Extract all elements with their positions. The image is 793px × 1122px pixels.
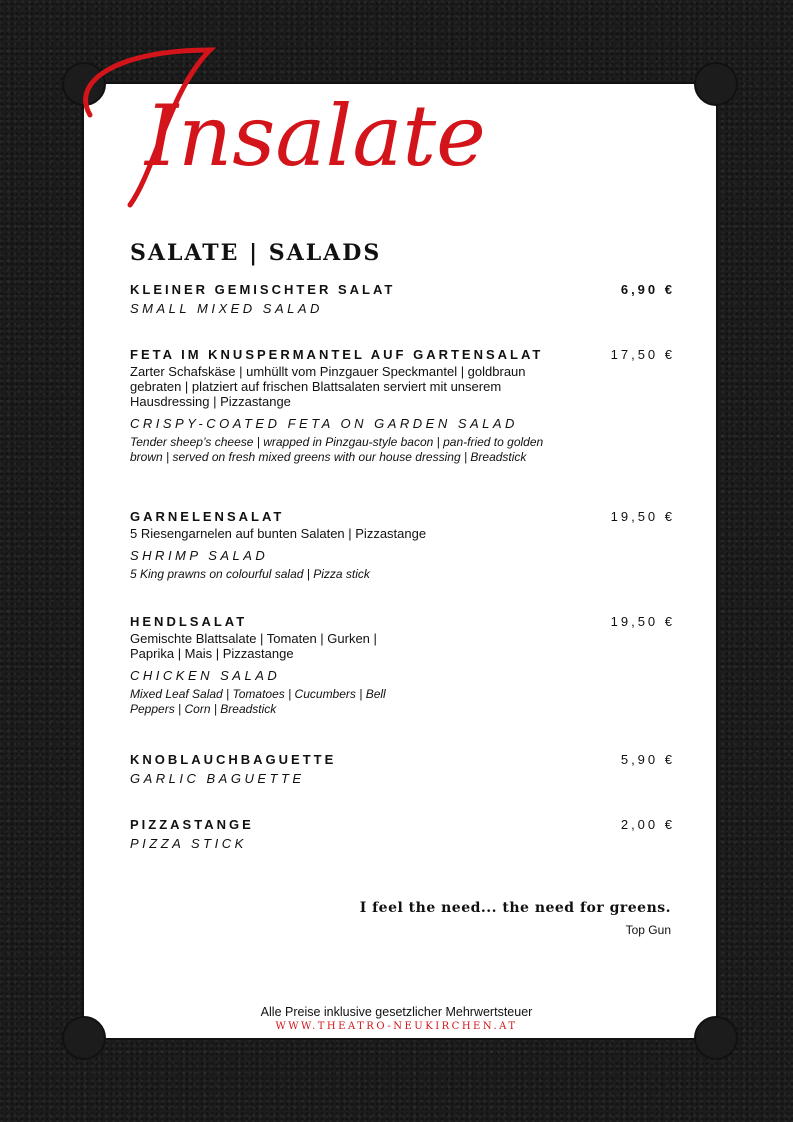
menu-item: [130, 282, 675, 316]
item-name-en: GARLIC BAGUETTE: [130, 771, 305, 786]
item-price: 19,50 €: [610, 509, 675, 524]
item-name: KLEINER GEMISCHTER SALAT: [130, 282, 396, 297]
item-name: PIZZASTANGE: [130, 817, 254, 832]
item-price: 2,00 €: [620, 817, 675, 832]
item-name-en: CHICKEN SALAD: [130, 668, 281, 683]
website-link[interactable]: WWW.THEATRO-NEUKIRCHEN.AT: [275, 1021, 518, 1032]
section-title: SALATE | SALADS: [130, 240, 382, 266]
item-name: GARNELENSALAT: [130, 509, 285, 524]
quote-author: Top Gun: [625, 923, 671, 937]
item-name-en: CRISPY-COATED FETA ON GARDEN SALAD: [130, 416, 518, 431]
item-description-en: 5 King prawns on colourful salad | Pizza stick: [130, 567, 370, 581]
item-name: HENDLSALAT: [130, 614, 248, 629]
item-description: Gemischte Blattsalate | Tomaten | Gurken | Paprika | Mais | Pizzastange: [130, 631, 377, 661]
item-price: 6,90 €: [620, 282, 675, 297]
menu-item: [130, 817, 675, 851]
item-price: 19,50 €: [610, 614, 675, 629]
quote-text: I feel the need... the need for greens.: [359, 900, 671, 916]
item-description: 5 Riesengarnelen auf bunten Salaten | Pizzastange: [130, 526, 427, 541]
script-title: [60, 20, 486, 220]
item-name-en: PIZZA STICK: [130, 836, 247, 851]
item-name: FETA IM KNUSPERMANTEL AUF GARTENSALAT: [130, 347, 544, 362]
item-name-en: SHRIMP SALAD: [130, 548, 269, 563]
item-description: Zarter Schafskäse | umhüllt vom Pinzgauer Speckmantel | goldbraun gebraten | platziert auf frischen Blattsalaten serviert mit unserem Hausdressing | Pizzastange: [130, 364, 526, 409]
menu-item: [130, 509, 675, 582]
script-title-text: Insalate: [145, 87, 486, 185]
menu-item: [130, 614, 675, 717]
item-name-en: SMALL MIXED SALAD: [130, 301, 323, 316]
menu-item: [130, 752, 675, 786]
menu-item: [130, 347, 675, 465]
item-price: 17,50 €: [610, 347, 675, 362]
item-price: 5,90 €: [620, 752, 675, 767]
item-name: KNOBLAUCHBAGUETTE: [130, 752, 337, 767]
corner-notch: [694, 62, 738, 106]
footer-note: Alle Preise inklusive gesetzlicher Mehrwertsteuer: [260, 1005, 533, 1019]
item-description-en: Mixed Leaf Salad | Tomatoes | Cucumbers | Bell Peppers | Corn | Breadstick: [130, 687, 386, 716]
item-description-en: Tender sheep’s cheese | wrapped in Pinzgau-style bacon | pan-fried to golden brown | served on fresh mixed greens with our house dressing | Breadstick: [130, 435, 544, 464]
